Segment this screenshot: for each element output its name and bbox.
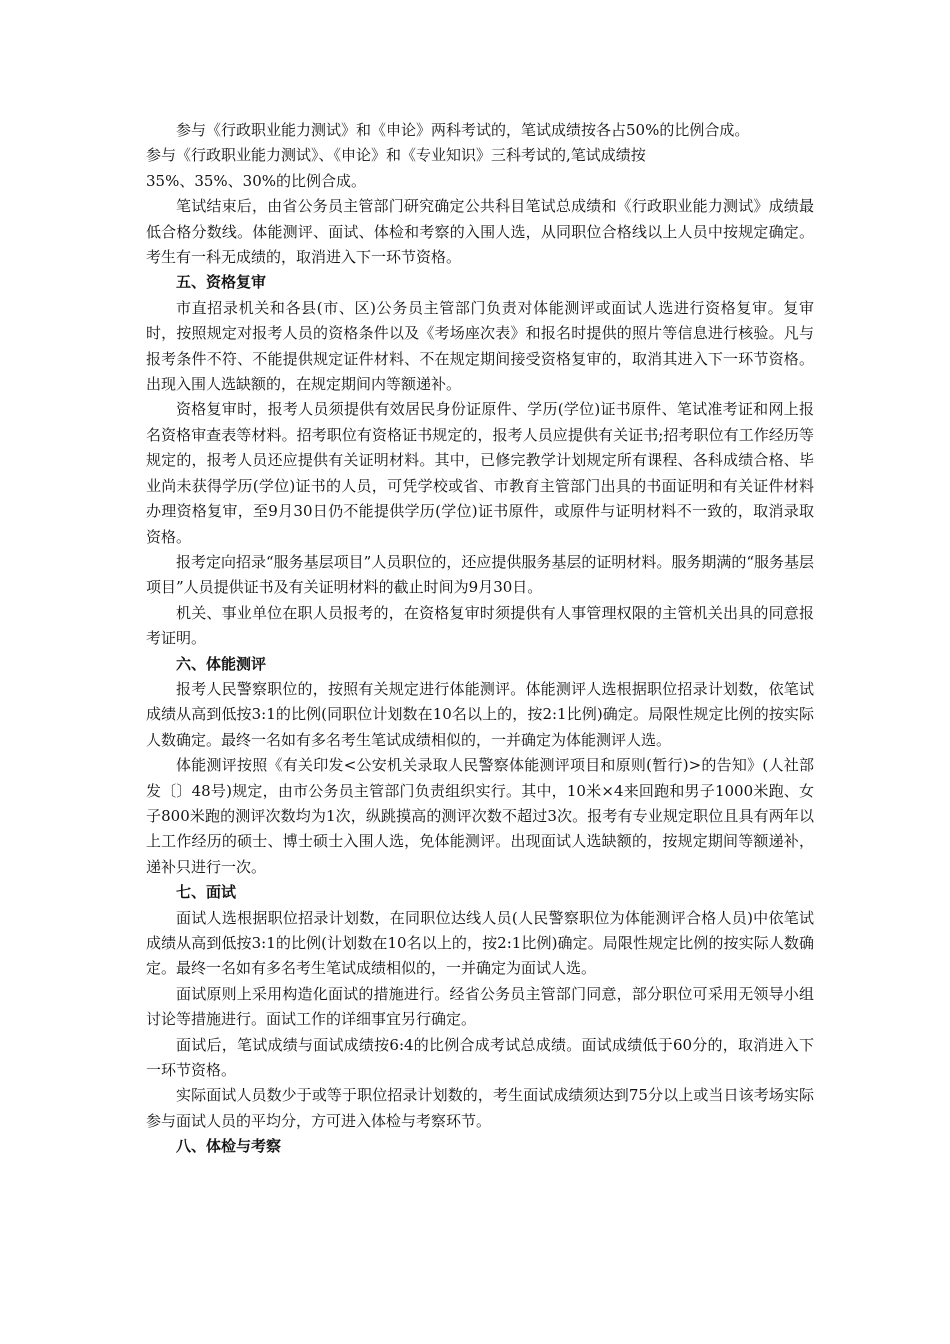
paragraph: 面试人选根据职位招录计划数，在同职位达线人员(人民警察职位为体能测评合格人员)中依笔试成绩从高到低按3:1的比例(计划数在10名以上的，按2:1比例)确定。局限性规定比例的按实际人数确定。最终一名如有多名考生笔试成绩相似的，一并确定为面试人选。	[146, 908, 814, 978]
paragraph: 体能测评按照《有关印发<公安机关录取人民警察体能测评项目和原则(暂行)>的告知》(人社部发〔〕48号)规定，由市公务员主管部门负责组织实行。其中，10米×4来回跑和男子1000米跑、女子800米跑的测评次数均为1次，纵跳摸高的测评次数不超过3次。报考有专业规定职位且具有两年以上工作经历的硕士、博士硕士入围人选，免体能测评。出现面试人选缺额的，按规定期间等额递补，递补只进行一次。	[146, 756, 814, 876]
section-heading: 六、体能测评	[176, 654, 267, 673]
paragraph: 实际面试人员数少于或等于职位招录计划数的，考生面试成绩须达到75分以上或当日该考场实际参与面试人员的平均分，方可进入体检与考察环节。	[146, 1086, 814, 1130]
section-heading: 五、资格复审	[176, 273, 267, 292]
document-body	[146, 118, 814, 1160]
paragraph: 参与《行政职业能力测试》、《申论》和《专业知识》三科考试的,笔试成绩按	[146, 146, 646, 165]
paragraph: 笔试结束后，由省公务员主管部门研究确定公共科目笔试总成绩和《行政职业能力测试》成绩最低合格分数线。体能测评、面试、体检和考察的入围人选，从同职位合格线以上人员中按规定确定。考生有一科无成绩的，取消进入下一环节资格。	[146, 197, 814, 267]
paragraph: 参与《行政职业能力测试》和《申论》两科考试的，笔试成绩按各占50%的比例合成。	[176, 121, 750, 139]
paragraph: 机关、事业单位在职人员报考的，在资格复审时须提供有人事管理权限的主管机关出具的同意报考证明。	[146, 603, 814, 648]
paragraph: 报考人民警察职位的，按照有关规定进行体能测评。体能测评人选根据职位招录计划数，依笔试成绩从高到低按3:1的比例(同职位计划数在10名以上的，按2:1比例)确定。局限性规定比例的按实际人数确定。最终一名如有多名考生笔试成绩相似的，一并确定为体能测评人选。	[146, 679, 814, 749]
paragraph: 资格复审时，报考人员须提供有效居民身份证原件、学历(学位)证书原件、笔试准考证和网上报名资格审查表等材料。招考职位有资格证书规定的，报考人员应提供有关证书;招考职位有工作经历等规定的，报考人员还应提供有关证明材料。其中，已修完教学计划规定所有课程、各科成绩合格、毕业尚未获得学历(学位)证书的人员，可凭学校或省、市教育主管部门出具的书面证明和有关证件材料办理资格复审，至9月30日仍不能提供学历(学位)证书原件，或原件与证明材料不一致的，取消录取资格。	[146, 400, 814, 546]
paragraph: 报考定向招录“服务基层项目”人员职位的，还应提供服务基层的证明材料。服务期满的“服务基层项目”人员提供证书及有关证明材料的截止时间为9月30日。	[146, 552, 815, 597]
section-heading: 八、体检与考察	[176, 1137, 282, 1156]
paragraph: 面试后，笔试成绩与面试成绩按6:4的比例合成考试总成绩。面试成绩低于60分的，取消进入下一环节资格。	[146, 1035, 814, 1080]
paragraph: 面试原则上采用构造化面试的措施进行。经省公务员主管部门同意，部分职位可采用无领导小组讨论等措施进行。面试工作的详细事宜另行确定。	[146, 984, 814, 1029]
section-heading: 七、面试	[176, 883, 237, 902]
paragraph: 35%、35%、30%的比例合成。	[146, 171, 367, 190]
paragraph: 市直招录机关和各县(市、区)公务员主管部门负责对体能测评或面试人选进行资格复审。复审时，按照规定对报考人员的资格条件以及《考场座次表》和报名时提供的照片等信息进行核验。凡与报考条件不符、不能提供规定证件材料、不在规定期间接受资格复审的，取消其进入下一环节资格。出现入围人选缺额的，在规定期间内等额递补。	[146, 298, 814, 394]
